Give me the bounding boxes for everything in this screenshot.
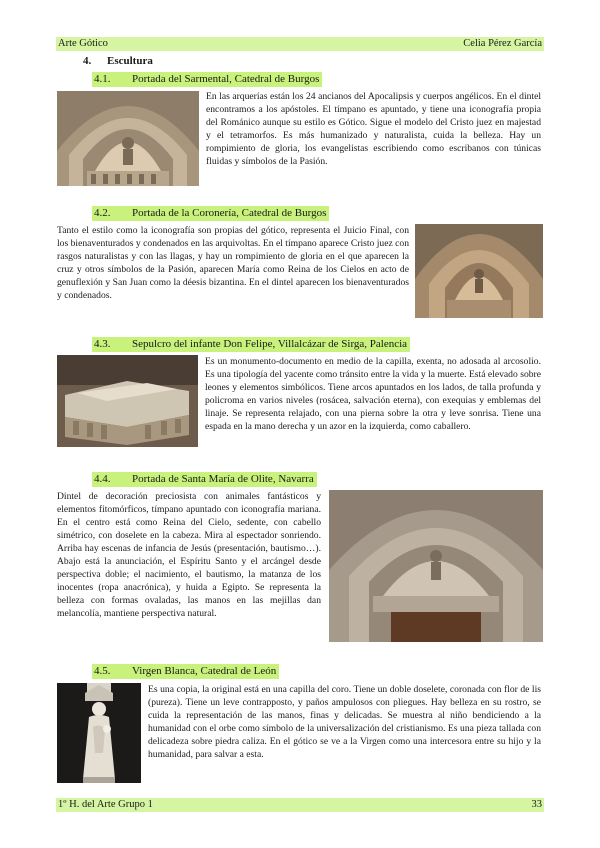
subsection-title: Portada de Santa María de Olite, Navarra <box>132 473 314 485</box>
header-left: Arte Gótico <box>58 38 108 49</box>
subsection-title: Sepulcro del infante Don Felipe, Villalcázar de Sirga, Palencia <box>132 338 408 350</box>
page-number: 33 <box>531 799 542 810</box>
subsection-text-4-3: Es un monumento-documento en medio de la capilla, exenta, no adosada al arcosolio. Es una tipología del yacente como tránsito entre la vida y la muerte. Está elevado sobre leones y elementos simbólicos. Tiene arcos apuntados en los lados, de talla profunda y policroma en varios niveles (rosácea, salvación eterna), con exequias y emblemas del linaje. Se representa relajado, con una pierna sobre la otra y leve sonrisa. Tiene una espada en la mano derecha y un azor en la izquierda, como caballero. <box>205 356 541 432</box>
subsection-number: 4.1. <box>94 73 111 85</box>
subsection-text-4-4: Dintel de decoración preciosista con animales fantásticos y elementos fitomórficos, tímpano apuntado con iconografía mariana. En el centro está como Reina del Cielo, sedente, con cabello simétrico, con doselete en la cabeza. Mira al espectador sonriendo. Arriba hay escenas de infancia de Jesús (presentación, bautismo…). Abajo está la anunciación, el Espíritu Santo y el arcángel desde perspectiva doble; el nacimiento, el bautismo, la matanza de los inocentes (ropa anacrónica), y huida a Egipto. Se representa la belleza con formas ovaladas, las manos en las mejillas dan melancolía, mantiene perspectiva natural. <box>57 491 321 619</box>
page-header <box>56 37 544 51</box>
olite-portal-image <box>329 490 543 642</box>
subsection-text-4-5: Es una copia, la original está en una capilla del coro. Tiene un doble doselete, coronada con flor de lis (pureza). Tiene un leve contrapposto, y paños ampulosos con pliegues. Hay belleza en su rostro, se cuida la representación de las manos, finas y delicadas. Se muestra al niño bendiciendo a la humanidad con el orbe como símbolo de la universalización del cristianismo. Es una pieza tallada con delicadeza sobre piedra caliza. En el gótico se ve a la Virgen como una intercesora entre su hijo y la humanidad, para salvar a esta. <box>148 684 541 760</box>
subsection-number: 4.4. <box>94 473 111 485</box>
subsection-heading-4-2 <box>92 206 329 221</box>
subsection-title: Virgen Blanca, Catedral de León <box>132 665 277 677</box>
subsection-text-4-2: Tanto el estilo como la iconografía son propias del gótico, representa el Juicio Final, con los bienaventurados y condenados en las arquivoltas. En el tímpano aparece Cristo juez con rasgos naturalistas y con las llagas, y hay un rompimiento de gloria en el que aparecen la cruz y otros símbolos de la Pasión, aparecen María como Reina de los Cielos en acto de genuflexión y San Juan como la déesis bizantina. En el dintel aparecen los bienaventurados y condenados. <box>57 225 409 301</box>
subsection-number: 4.5. <box>94 665 111 677</box>
subsection-number: 4.2. <box>94 207 111 219</box>
sarmental-portal-image <box>57 91 199 186</box>
subsection-title: Portada del Sarmental, Catedral de Burgos <box>132 73 320 85</box>
footer-left: 1º H. del Arte Grupo 1 <box>58 799 153 810</box>
page-footer <box>56 798 544 812</box>
subsection-title: Portada de la Coronería, Catedral de Burgos <box>132 207 327 219</box>
subsection-heading-4-3 <box>92 337 410 352</box>
section-title: Escultura <box>107 55 153 67</box>
sepulcro-image <box>57 355 198 447</box>
subsection-number: 4.3. <box>94 338 111 350</box>
subsection-heading-4-4 <box>92 472 317 487</box>
subsection-heading-4-5 <box>92 664 279 679</box>
virgen-blanca-image <box>57 683 141 783</box>
header-right: Celia Pérez García <box>463 38 542 49</box>
section-heading <box>83 55 153 67</box>
subsection-heading-4-1 <box>92 72 322 87</box>
section-number: 4. <box>83 55 92 67</box>
subsection-text-4-1: En las arquerías están los 24 ancianos del Apocalipsis y cuerpos angélicos. En el dintel encontramos a los apóstoles. El tímpano es apuntado, y tiene una iconografía propia del Románico aunque su estilo es Gótico. Sigue el modelo del Cristo juez en majestad y el tetramorfos. Es más humanizado y naturalista, cuida la belleza. Hay un rompimiento de gloria, los evangelistas escribiendo como escribanos con túnicas fluidas y símbolos de la Pasión. <box>206 91 541 167</box>
coroneria-portal-image <box>415 224 543 318</box>
